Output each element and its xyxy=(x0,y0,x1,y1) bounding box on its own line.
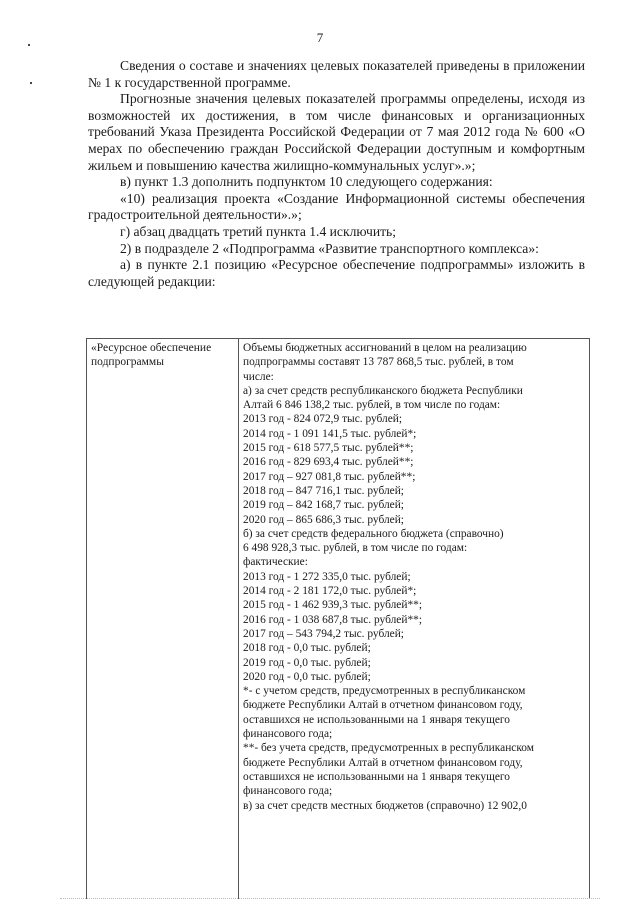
table-text-line: Объемы бюджетных ассигнований в целом на реализацию xyxy=(243,342,527,354)
table-column-divider xyxy=(238,339,239,899)
table-text-line: 2020 год – 865 686,3 тыс. рублей; xyxy=(243,513,404,526)
table-text-line: 2018 год - 0,0 тыс. рублей; xyxy=(243,642,371,655)
scan-mark xyxy=(30,82,32,84)
paragraph: 2) в подразделе 2 «Подпрограмма «Развитие транспортного комплекса»: xyxy=(120,240,539,256)
scan-mark xyxy=(28,44,30,46)
paragraph: Прогнозные значения целевых показателей программы определены, исходя из возможностей их достижения, в том числе финансовых и организационных требований Указа Президента Российской Федерации от 7 мая 2012 года № 600 «О мерах по обеспечению граждан Российской Федерации доступным и комфортным жильем и повышению качества жилищно-коммунальных услуг».»; xyxy=(88,91,585,173)
page-bottom-edge xyxy=(60,898,600,899)
table-text-line: оставшихся не использованными на 1 января текущего xyxy=(243,770,510,783)
table-text-line: подпрограммы составят 13 787 868,5 тыс. рублей, в том xyxy=(243,356,514,369)
table-text-line: **- без учета средств, предусмотренных в республиканском xyxy=(243,742,534,755)
table-text-line: 2017 год – 927 081,8 тыс. рублей**; xyxy=(243,470,416,483)
table-text-line: 2014 год - 1 091 141,5 тыс. рублей*; xyxy=(243,427,417,440)
table-text-line: 2014 год - 2 181 172,0 тыс. рублей*; xyxy=(243,585,417,598)
table-text-line: б) за счет средств федерального бюджета (справочно) xyxy=(243,527,504,540)
table-text-line: 2016 год - 1 038 687,8 тыс. рублей**; xyxy=(243,613,422,626)
table-text-line: фактические: xyxy=(243,556,308,569)
table-text-line: 2017 год – 543 794,2 тыс. рублей; xyxy=(243,627,404,640)
table-text-line: Алтай 6 846 138,2 тыс. рублей, в том числе по годам: xyxy=(243,399,501,412)
table-text-line: 6 498 928,3 тыс. рублей, в том числе по годам: xyxy=(243,542,468,555)
paragraph: «10) реализация проекта «Создание Информационной системы обеспечения градостроительной деятельности».»; xyxy=(88,190,585,223)
paragraph: в) пункт 1.3 дополнить подпунктом 10 следующего содержания: xyxy=(120,174,493,190)
page-number: 7 xyxy=(316,30,324,45)
table-right-cell xyxy=(243,341,581,813)
table-text-line: 2015 год - 618 577,5 тыс. рублей**; xyxy=(243,442,414,455)
paragraph: а) в пункте 2.1 позицию «Ресурсное обеспечение подпрограммы» изложить в следующей редакции: xyxy=(88,257,585,289)
paragraph: Сведения о составе и значениях целевых показателей приведены в приложении № 1 к государственной программе. xyxy=(88,58,585,90)
table-text-line: финансового года; xyxy=(243,785,333,798)
table-text-line: бюджете Республики Алтай в отчетном финансовом году, xyxy=(243,756,523,769)
table-text-line: 2013 год - 1 272 335,0 тыс. рублей; xyxy=(243,570,411,583)
table-left-cell: «Ресурсное обеспечение подпрограммы xyxy=(91,342,212,368)
table-text-line: *- с учетом средств, предусмотренных в республиканском xyxy=(243,685,526,698)
table-text-line: а) за счет средств республиканского бюджета Республики xyxy=(243,384,523,397)
document-body xyxy=(88,58,585,290)
table-text-line: в) за счет средств местных бюджетов (справочно) 12 902,0 xyxy=(243,799,527,812)
table-text-line: 2016 год - 829 693,4 тыс. рублей**; xyxy=(243,456,414,469)
table-text-line: 2019 год – 842 168,7 тыс. рублей; xyxy=(243,499,404,512)
resource-table xyxy=(86,338,590,899)
table-text-line: 2013 год - 824 072,9 тыс. рублей; xyxy=(243,413,403,426)
table-text-line: финансового года; xyxy=(243,728,333,741)
table-text-line: 2015 год - 1 462 939,3 тыс. рублей**; xyxy=(243,599,422,612)
table-text-line: бюджете Республики Алтай в отчетном финансовом году, xyxy=(243,699,523,712)
table-text-line: 2020 год - 0,0 тыс. рублей; xyxy=(243,670,371,683)
table-text-line: 2018 год – 847 716,1 тыс. рублей; xyxy=(243,484,404,497)
table-text-line: 2019 год - 0,0 тыс. рублей; xyxy=(243,656,371,669)
table-text-line: оставшихся не использованными на 1 января текущего xyxy=(243,713,510,726)
table-text-line: числе: xyxy=(243,370,274,383)
paragraph: г) абзац двадцать третий пункта 1.4 исключить; xyxy=(120,223,397,239)
